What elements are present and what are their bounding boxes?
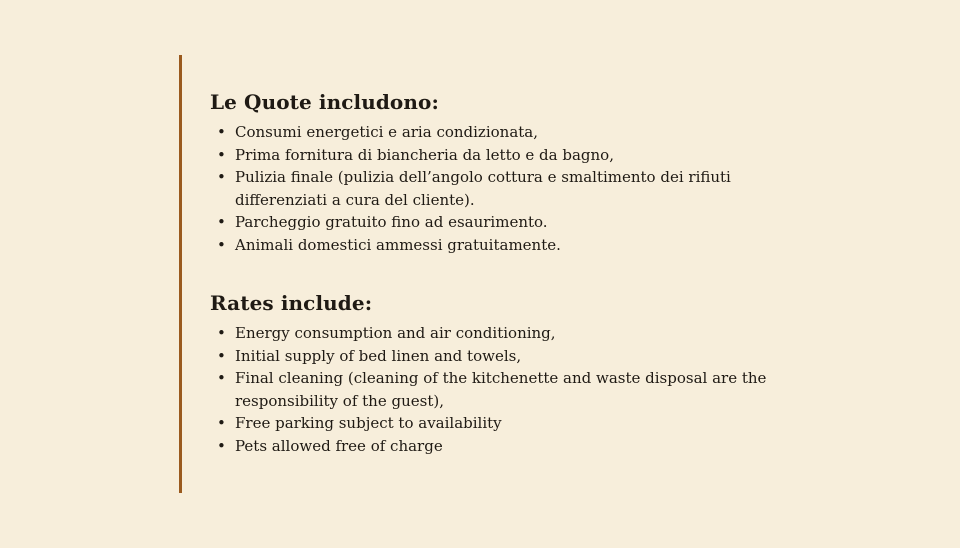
bullet-icon: • [217,213,226,231]
bullet-icon: • [217,346,226,365]
bullet-icon: • [217,369,226,387]
bullet-icon: • [217,414,226,432]
list-item [210,435,770,458]
list-item-text: Animali domestici ammessi gratuitamente. [235,235,561,254]
rates-content [210,86,770,457]
bullet-icon: • [217,145,226,164]
italian-section [210,86,770,256]
list-item [210,121,770,144]
english-section-title: Rates include: [210,291,373,315]
bullet-icon: • [217,123,226,141]
accent-rule [179,55,182,493]
list-item-text: Consumi energetici e aria condizionata, [235,123,539,141]
english-items-list [210,322,770,457]
list-item-text: Pulizia finale (pulizia dell’angolo cottura e smaltimento dei rifiuti differenziati a cura del cliente). [235,168,731,209]
italian-items-list [210,121,770,256]
list-item [210,166,770,211]
list-item [210,412,770,435]
bullet-icon: • [217,168,226,186]
list-item [210,345,770,368]
bullet-icon: • [217,324,226,342]
english-section [210,287,770,457]
bullet-icon: • [217,436,226,455]
list-item-text: Free parking subject to availability [235,414,502,432]
list-item-text: Initial supply of bed linen and towels, [235,346,522,365]
italian-section-title: Le Quote includono: [210,90,439,114]
list-item [210,322,770,345]
list-item-text: Energy consumption and air conditioning, [235,324,556,342]
list-item-text: Final cleaning (cleaning of the kitchenette and waste disposal are the responsibility of the guest), [235,369,767,410]
list-item-text: Parcheggio gratuito fino ad esaurimento. [235,213,548,231]
list-item [210,234,770,257]
list-item [210,211,770,234]
bullet-icon: • [217,235,226,254]
list-item [210,144,770,167]
list-item-text: Prima fornitura di biancheria da letto e da bagno, [235,145,614,164]
list-item-text: Pets allowed free of charge [235,436,443,455]
list-item [210,367,770,412]
